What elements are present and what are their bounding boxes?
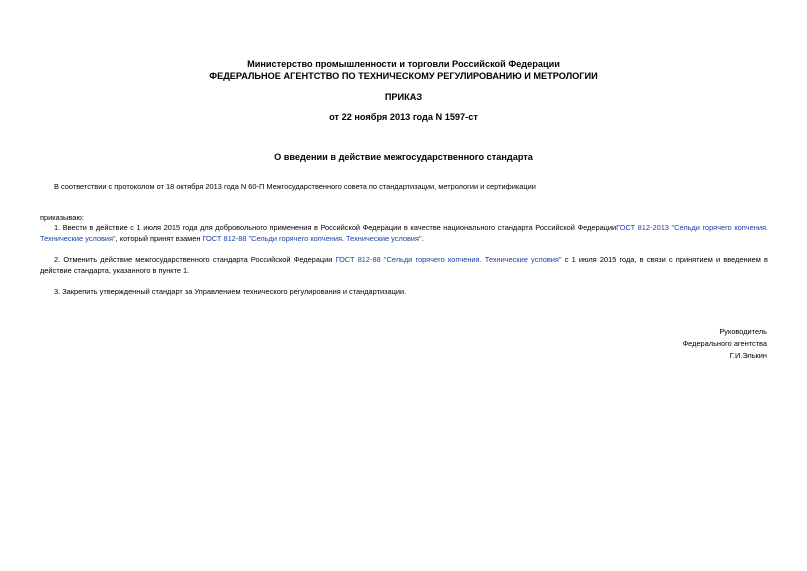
item-1 bbox=[40, 222, 768, 244]
agency-name: ФЕДЕРАЛЬНОЕ АГЕНТСТВО ПО ТЕХНИЧЕСКОМУ РЕГУЛИРОВАНИЮ И МЕТРОЛОГИИ bbox=[209, 71, 598, 81]
item-1-text-c: . bbox=[421, 234, 424, 243]
document-subject: О введении в действие межгосударственного стандарта bbox=[274, 152, 533, 162]
document-header bbox=[0, 58, 807, 82]
document-type: ПРИКАЗ bbox=[384, 92, 423, 102]
intro-paragraph: В соответствии с протоколом от 18 октября 2013 года N 60-П Межгосударственного совета по стандартизации, метрологии и сертификации bbox=[54, 182, 536, 191]
item-3: 3. Закрепить утвержденный стандарт за Управлением технического регулирования и стандартизации. bbox=[54, 287, 407, 296]
signature-title: Руководитель bbox=[719, 327, 767, 336]
document-date: от 22 ноября 2013 года N 1597-ст bbox=[329, 112, 478, 122]
signature-name: Г.И.Элькин bbox=[729, 351, 767, 360]
item-2 bbox=[40, 254, 768, 276]
item-2-text-a: 2. Отменить действие межгосударственного стандарта Российской Федерации bbox=[54, 255, 336, 264]
item-1-text-b: , который принят взамен bbox=[115, 234, 203, 243]
item-1-text-a: 1. Ввести в действие с 1 июля 2015 года для добровольного применения в Российской Федерации в качестве национального стандарта Российской Федерации bbox=[54, 223, 617, 232]
ministry-name: Министерство промышленности и торговли Российской Федерации bbox=[247, 59, 560, 69]
gost-812-2013-link[interactable]: ГОСТ 812-2013 "Сельди горячего копчения. Технические условия" bbox=[40, 223, 768, 243]
gost-812-88-link-2[interactable]: ГОСТ 812-88 "Сельди горячего копчения. Технические условия" bbox=[335, 255, 562, 264]
signature-organization: Федерального агентства bbox=[682, 339, 767, 348]
signature-block bbox=[683, 326, 767, 362]
item-2-text-b: с 1 июля 2015 года, в связи с принятием и введением в действие стандарта, указанного в пункте 1. bbox=[40, 255, 768, 275]
order-word: приказываю: bbox=[40, 213, 84, 222]
gost-812-88-link[interactable]: ГОСТ 812-88 "Сельди горячего копчения. Технические условия" bbox=[202, 234, 422, 243]
